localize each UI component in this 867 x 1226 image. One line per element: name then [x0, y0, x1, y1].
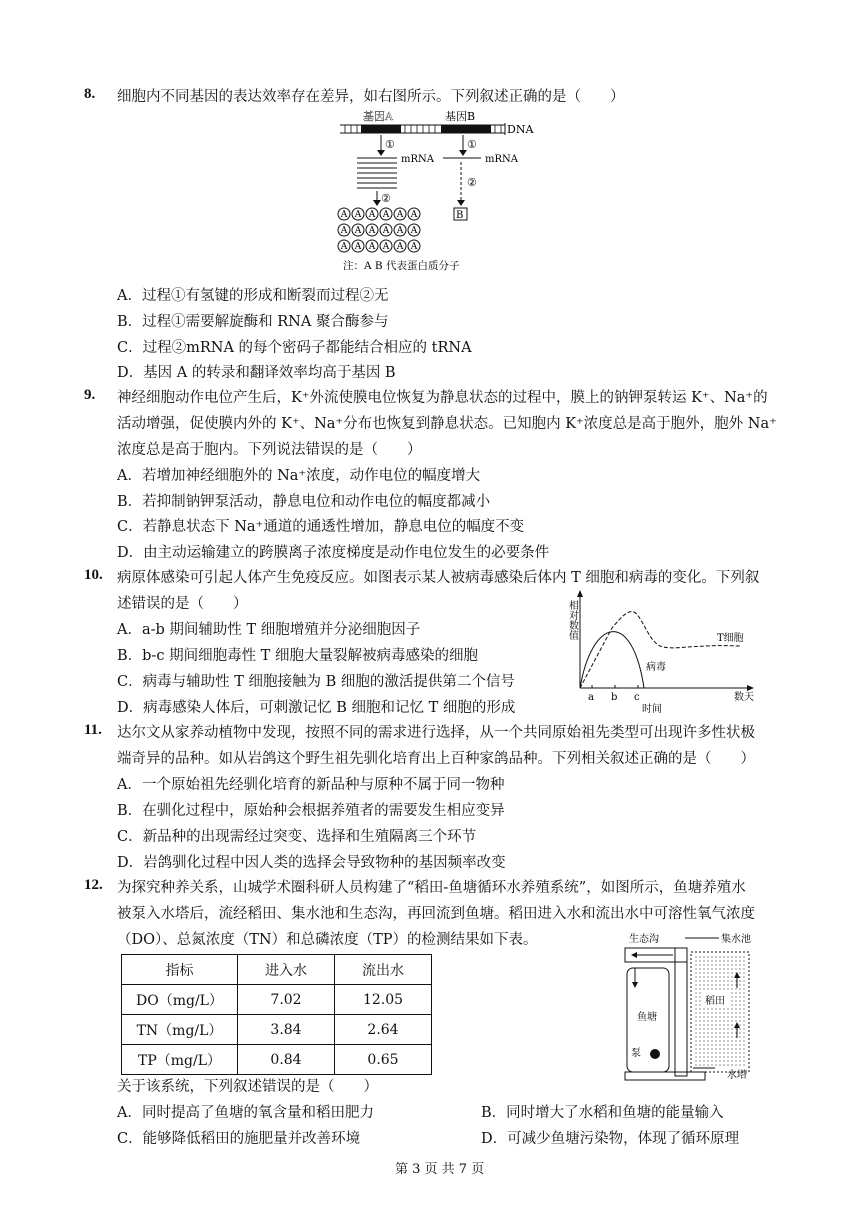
- protein-a: A: [410, 242, 418, 252]
- question-number: 9.: [84, 387, 96, 403]
- protein-a: A: [354, 210, 362, 220]
- option-b[interactable]: B．若抑制钠钾泵活动，静息电位和动作电位的幅度都减小: [117, 494, 491, 510]
- table-cell: 3.84: [238, 1015, 335, 1045]
- step1-label-a: ①: [385, 138, 395, 151]
- question-number: 12.: [84, 877, 103, 893]
- protein-a: A: [354, 242, 362, 252]
- question-prompt: 关于该系统，下列叙述错误的是（ ）: [117, 1079, 378, 1095]
- tick-label-b: b: [611, 692, 618, 703]
- question-number: 11.: [84, 722, 102, 738]
- collect-pool-label: 集水池: [721, 934, 751, 945]
- option-a[interactable]: A．一个原始祖先经驯化培育的新品种与原种不属于同一物种: [117, 777, 505, 793]
- paddy-label: 稻田: [705, 996, 725, 1007]
- question-number: 8.: [84, 86, 96, 102]
- tcell-virus-chart: [562, 588, 770, 716]
- virus-series-label: 病毒: [646, 662, 666, 673]
- dna-label: DNA: [507, 123, 534, 136]
- option-a[interactable]: A．若增加神经细胞外的 Na⁺浓度，动作电位的幅度增大: [117, 468, 481, 484]
- tcell-series-label: T细胞: [717, 633, 744, 644]
- question-stem-line: （DO）、总氮浓度（TN）和总磷浓度（TP）的检测结果如下表。: [117, 932, 538, 948]
- protein-a: A: [410, 210, 418, 220]
- figure-note: 注：A B 代表蛋白质分子: [343, 260, 460, 272]
- question-stem-line: 神经细胞动作电位产生后，K⁺外流使膜电位恢复为静息状态的过程中，膜上的钠钾泵转运 K⁺、Na⁺的: [117, 390, 768, 406]
- x-axis-label: 时间: [642, 704, 662, 715]
- option-a[interactable]: A．同时提高了鱼塘的氧含量和稻田肥力: [117, 1105, 374, 1121]
- protein-a: A: [340, 226, 348, 236]
- water-quality-table: [121, 954, 432, 1075]
- protein-a: A: [368, 226, 376, 236]
- gene-b-label: 基因B: [445, 110, 476, 123]
- table-cell: 0.84: [238, 1045, 335, 1075]
- table-row: [122, 1015, 432, 1045]
- table-cell: TP（mg/L）: [122, 1045, 238, 1075]
- option-d[interactable]: D．岩鸽驯化过程中因人类的选择会导致物种的基因频率改变: [117, 855, 506, 871]
- table-cell: 2.64: [335, 1015, 432, 1045]
- step2-label-a: ②: [381, 192, 391, 205]
- tick-label-a: a: [588, 692, 594, 703]
- protein-a: A: [368, 210, 376, 220]
- question-stem: 细胞内不同基因的表达效率存在差异，如右图所示。下列叙述正确的是（ ）: [117, 89, 625, 105]
- question-stem-line: 浓度总是高于胞内。下列说法错误的是（ ）: [117, 442, 422, 458]
- protein-a: A: [396, 242, 404, 252]
- tick-label-c: c: [634, 692, 640, 703]
- table-header: 流出水: [335, 955, 432, 985]
- mrna-label-a: mRNA: [401, 154, 434, 165]
- mrna-label-b: mRNA: [485, 154, 518, 165]
- eco-ditch-label: 生态沟: [629, 934, 659, 945]
- page-footer: 第 3 页 共 7 页: [395, 1162, 485, 1177]
- table-header: 进入水: [238, 955, 335, 985]
- option-c[interactable]: C．能够降低稻田的施肥量并改善环境: [117, 1131, 361, 1147]
- table-header: 指标: [122, 955, 238, 985]
- protein-a: A: [396, 210, 404, 220]
- option-d[interactable]: D．由主动运输建立的跨膜离子浓度梯度是动作电位发生的必要条件: [117, 545, 550, 561]
- pump-label: 泵: [631, 1048, 641, 1059]
- question-number: 10.: [84, 567, 103, 583]
- question-stem-line: 被泵入水塔后，流经稻田、集水池和生态沟，再回流到鱼塘。稻田进入水和流出水中可溶性氧气浓度: [117, 906, 755, 922]
- question-stem-line: 为探究种养关系，山城学术圈科研人员构建了“稻田-鱼塘循环水养殖系统”，如图所示，鱼塘养殖水: [117, 880, 746, 896]
- table-cell: 12.05: [335, 985, 432, 1015]
- gene-a-label: 基因A: [363, 110, 393, 123]
- gene-expression-figure: [335, 106, 535, 274]
- table-row: [122, 1045, 432, 1075]
- protein-a: A: [396, 226, 404, 236]
- option-c[interactable]: C．病毒与辅助性 T 细胞接触为 B 细胞的激活提供第二个信号: [117, 674, 515, 690]
- protein-a: A: [340, 210, 348, 220]
- protein-a: A: [382, 242, 390, 252]
- option-b[interactable]: B．过程①需要解旋酶和 RNA 聚合酶参与: [117, 314, 389, 330]
- option-b[interactable]: B．同时增大了水稻和鱼塘的能量输入: [481, 1105, 724, 1121]
- table-cell: TN（mg/L）: [122, 1015, 238, 1045]
- question-stem-line: 达尔文从家养动植物中发现，按照不同的需求进行选择，从一个共同原始祖先类型可出现许多性状极: [117, 725, 755, 741]
- table-row: [122, 985, 432, 1015]
- protein-a: A: [410, 226, 418, 236]
- option-d[interactable]: D．病毒感染人体后，可刺激记忆 B 细胞和记忆 T 细胞的形成: [117, 700, 516, 716]
- protein-a: A: [354, 226, 362, 236]
- days-label: 数天: [734, 692, 754, 703]
- option-c[interactable]: C．过程②mRNA 的每个密码子都能结合相应的 tRNA: [117, 340, 472, 356]
- table-header-row: [122, 955, 432, 985]
- option-d[interactable]: D．基因 A 的转录和翻译效率均高于基因 B: [117, 365, 396, 381]
- paddy-pond-system-figure: [615, 928, 765, 1088]
- step1-label-b: ①: [467, 138, 477, 151]
- option-d[interactable]: D．可减少鱼塘污染物，体现了循环原理: [481, 1131, 740, 1147]
- table-cell: 7.02: [238, 985, 335, 1015]
- option-c[interactable]: C．新品种的出现需经过突变、选择和生殖隔离三个环节: [117, 829, 477, 845]
- question-stem-line: 病原体感染可引起人体产生免疫反应。如图表示某人被病毒感染后体内 T 细胞和病毒的变化。下列叙: [117, 570, 760, 586]
- protein-a: A: [340, 242, 348, 252]
- protein-a: A: [368, 242, 376, 252]
- option-b[interactable]: B．在驯化过程中，原始种会根据养殖者的需要发生相应变异: [117, 803, 505, 819]
- protein-a: A: [382, 210, 390, 220]
- table-cell: 0.65: [335, 1045, 432, 1075]
- y-axis-label: 相对数值: [566, 600, 578, 640]
- question-stem-line: 端奇异的品种。如从岩鸽这个野生祖先驯化培育出上百种家鸽品种。下列相关叙述正确的是（ ）: [117, 751, 755, 767]
- option-c[interactable]: C．若静息状态下 Na⁺通道的通透性增加，静息电位的幅度不变: [117, 519, 525, 535]
- option-a[interactable]: A．a-b 期间辅助性 T 细胞增殖并分泌细胞因子: [117, 622, 421, 638]
- tower-label: 水塔: [727, 1070, 747, 1081]
- protein-b: B: [456, 210, 464, 221]
- question-stem-line: 述错误的是（ ）: [117, 596, 248, 612]
- table-cell: DO（mg/L）: [122, 985, 238, 1015]
- pond-label: 鱼塘: [637, 1012, 657, 1023]
- option-b[interactable]: B．b-c 期间细胞毒性 T 细胞大量裂解被病毒感染的细胞: [117, 648, 478, 664]
- option-a[interactable]: A．过程①有氢键的形成和断裂而过程②无: [117, 288, 389, 304]
- step2-label-b: ②: [467, 176, 477, 189]
- question-stem-line: 活动增强，促使膜内外的 K⁺、Na⁺分布也恢复到静息状态。已知胞内 K⁺浓度总是高于胞外，胞外 Na⁺: [117, 416, 777, 432]
- protein-a: A: [382, 226, 390, 236]
